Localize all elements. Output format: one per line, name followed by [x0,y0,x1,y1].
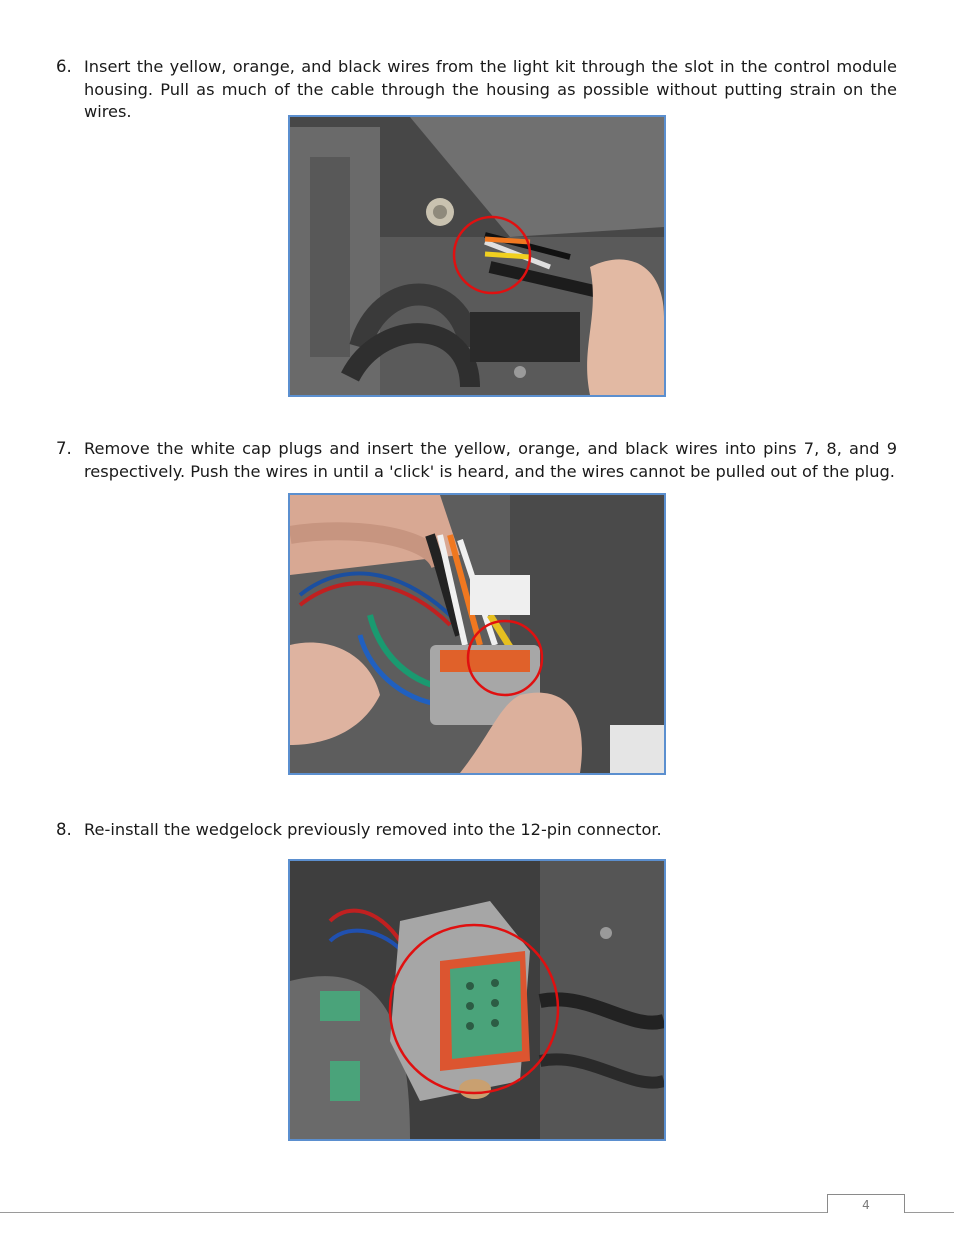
photo-step-7 [288,493,666,775]
step-8 [56,819,897,842]
step-7 [56,438,897,483]
step-8-text: Re-install the wedgelock previously removed into the 12-pin connector. [84,820,662,839]
photo-wedgelock-installed [290,861,664,1139]
step-6 [56,56,897,124]
photo-step-8 [288,859,666,1141]
photo-wires-through-housing [290,117,664,395]
page-number-box [827,1194,905,1213]
photo-wires-into-pins [290,495,664,773]
footer-divider [0,1212,954,1213]
step-6-number: 6. [56,57,72,76]
page-number: 4 [862,1198,870,1212]
step-7-text: Remove the white cap plugs and insert the yellow, orange, and black wires into pins 7, 8, and 9 respectively. Push the wires in until a 'click' is heard, and the wires cannot be pulled out of the plug. [84,439,897,481]
step-7-number: 7. [56,439,72,458]
step-8-number: 8. [56,820,72,839]
photo-step-6 [288,115,666,397]
step-6-text: Insert the yellow, orange, and black wires from the light kit through the slot in the control module housing. Pull as much of the cable through the housing as possible without putting strain on the wires. [84,57,897,121]
